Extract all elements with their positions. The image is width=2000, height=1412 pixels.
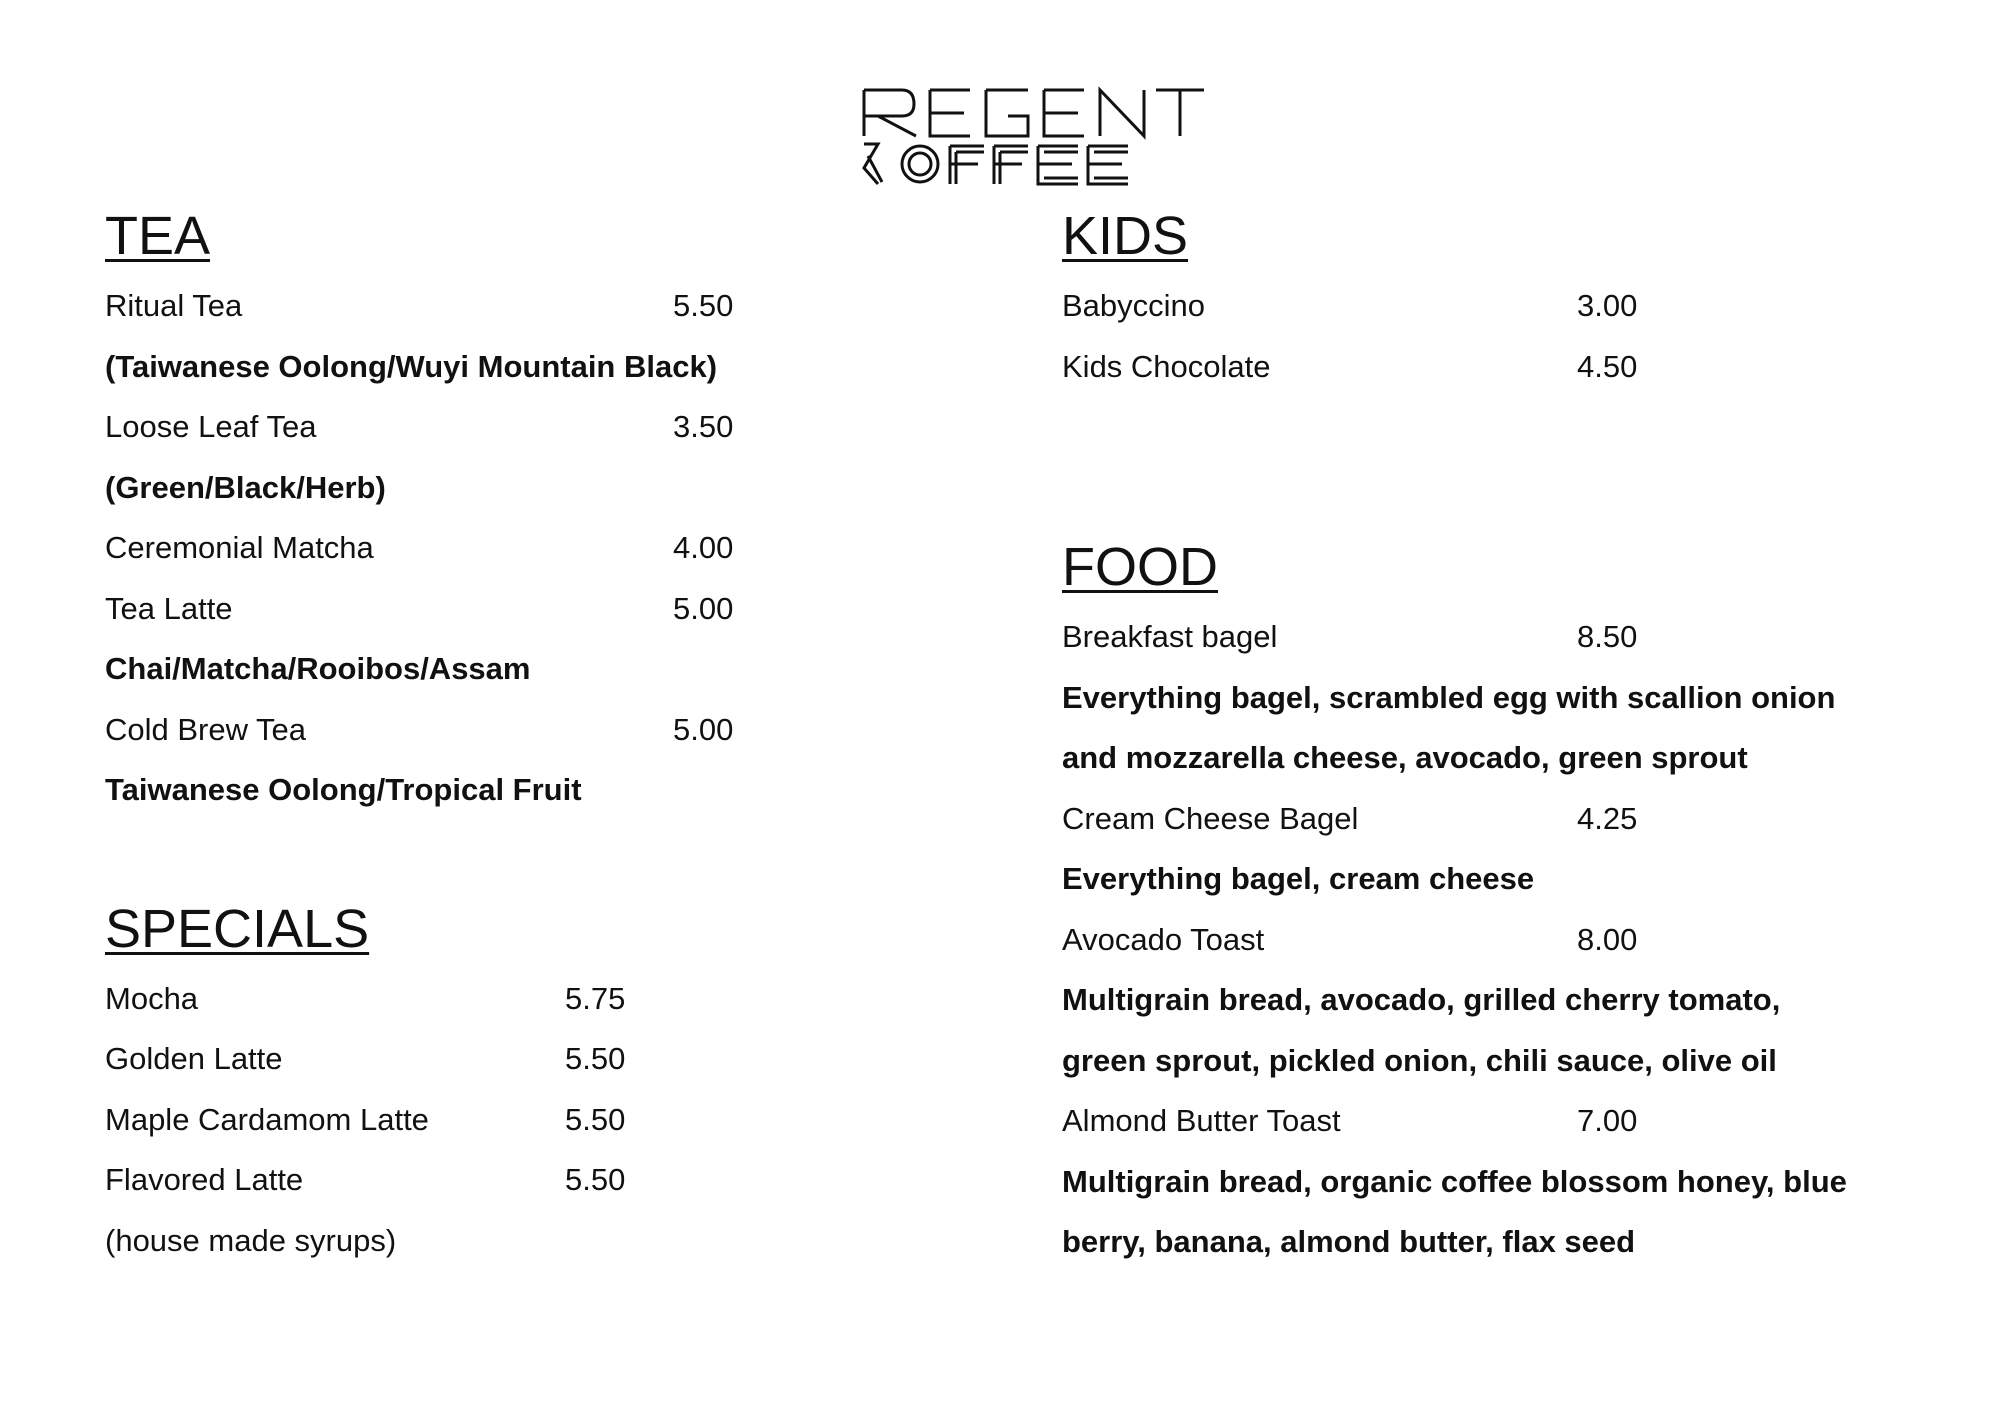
menu-item-price: 3.00	[1577, 288, 1638, 323]
menu-item-description: (Green/Black/Herb)	[105, 469, 386, 505]
menu-item-name: Cold Brew Tea	[105, 711, 307, 747]
logo-word-coffee	[864, 144, 1128, 184]
menu-item-price: 5.00	[673, 590, 734, 626]
menu-item-price: 5.50	[565, 1041, 626, 1076]
food-section	[1062, 537, 1962, 1273]
menu-item-description: Multigrain bread, organic coffee blossom honey, blue	[1062, 1163, 1847, 1199]
menu-item	[1062, 276, 1962, 337]
menu-item-description: Everything bagel, cream cheese	[1062, 861, 1535, 896]
menu-item-price: 7.00	[1577, 1103, 1638, 1138]
menu-item	[105, 579, 1005, 640]
menu-item-price: 5.50	[673, 288, 734, 323]
description-row	[1062, 849, 1962, 910]
menu-item-description: Multigrain bread, avocado, grilled cherry tomato,	[1062, 982, 1781, 1017]
menu-item-name: Loose Leaf Tea	[105, 409, 317, 444]
menu-item-description: Chai/Matcha/Rooibos/Assam	[105, 651, 531, 686]
menu-item-price: 5.75	[565, 980, 626, 1016]
description-row	[105, 639, 1005, 700]
menu-item-name: Tea Latte	[105, 590, 233, 626]
menu-item-price: 8.00	[1577, 921, 1638, 957]
description-row	[1062, 1031, 1962, 1092]
kids-section	[1062, 206, 1962, 397]
menu-item	[1062, 789, 1962, 850]
tea-rows	[105, 276, 1005, 821]
menu-item	[1062, 1091, 1962, 1152]
menu-item-price: 4.25	[1577, 800, 1638, 836]
description-row	[1062, 668, 1962, 729]
menu-item-name: Mocha	[105, 980, 199, 1016]
note-row	[105, 1211, 1005, 1272]
description-row	[105, 337, 1005, 398]
specials-section	[105, 899, 1005, 1272]
description-row	[105, 458, 1005, 519]
description-row	[1062, 1212, 1962, 1273]
food-heading: FOOD	[1062, 537, 1218, 597]
menu-item-name: Kids Chocolate	[1062, 348, 1271, 384]
menu-item-note: (house made syrups)	[105, 1222, 397, 1258]
menu-item-description: and mozzarella cheese, avocado, green sprout	[1062, 740, 1748, 775]
kids-heading: KIDS	[1062, 206, 1189, 266]
menu-item-name: Babyccino	[1062, 288, 1206, 323]
menu-item	[105, 518, 1005, 579]
menu-item	[1062, 337, 1962, 398]
menu-item-price: 5.50	[565, 1101, 626, 1137]
menu-item-name: Golden Latte	[105, 1041, 283, 1076]
menu-item-description: Everything bagel, scrambled egg with scallion onion	[1062, 679, 1836, 715]
specials-rows	[105, 969, 1005, 1272]
menu-item	[1062, 910, 1962, 971]
menu-item	[105, 1150, 1005, 1211]
description-row	[1062, 1152, 1962, 1213]
menu-item-name: Avocado Toast	[1062, 921, 1265, 957]
menu-item-name: Ceremonial Matcha	[105, 530, 374, 565]
description-row	[1062, 970, 1962, 1031]
menu-item-name: Almond Butter Toast	[1062, 1103, 1341, 1138]
menu-item	[105, 1029, 1005, 1090]
menu-item-price: 3.50	[673, 409, 734, 444]
menu-item	[105, 397, 1005, 458]
menu-item-name: Flavored Latte	[105, 1162, 304, 1197]
logo-word-regent	[864, 90, 1204, 136]
kids-rows	[1062, 276, 1962, 397]
menu-item-description: berry, banana, almond butter, flax seed	[1062, 1224, 1636, 1259]
menu-item-price: 4.50	[1577, 348, 1638, 384]
right-column	[1062, 206, 1962, 1273]
menu-item-name: Maple Cardamom Latte	[105, 1101, 429, 1137]
menu-item-price: 5.00	[673, 711, 734, 747]
specials-heading: SPECIALS	[105, 898, 370, 959]
food-rows	[1062, 607, 1962, 1273]
menu-item-description: Taiwanese Oolong/Tropical Fruit	[105, 772, 582, 807]
menu-item	[105, 700, 1005, 761]
menu-item-name: Breakfast bagel	[1062, 619, 1278, 654]
description-row	[1062, 728, 1962, 789]
regent-coffee-logo	[858, 78, 1232, 194]
left-column	[105, 206, 1005, 1271]
menu-item-description: (Taiwanese Oolong/Wuyi Mountain Black)	[105, 348, 718, 384]
description-row	[105, 760, 1005, 821]
menu-item	[105, 1090, 1005, 1151]
tea-heading: TEA	[105, 206, 211, 266]
menu-item-description: green sprout, pickled onion, chili sauce, olive oil	[1062, 1042, 1777, 1078]
menu-item	[105, 969, 1005, 1030]
menu-item-name: Cream Cheese Bagel	[1062, 800, 1359, 836]
menu-item	[105, 276, 1005, 337]
menu-item-name: Ritual Tea	[105, 288, 243, 323]
menu-item-price: 4.00	[673, 530, 734, 565]
menu-item	[1062, 607, 1962, 668]
tea-section	[105, 206, 1005, 821]
menu-item-price: 8.50	[1577, 619, 1638, 654]
menu-item-price: 5.50	[565, 1162, 626, 1197]
